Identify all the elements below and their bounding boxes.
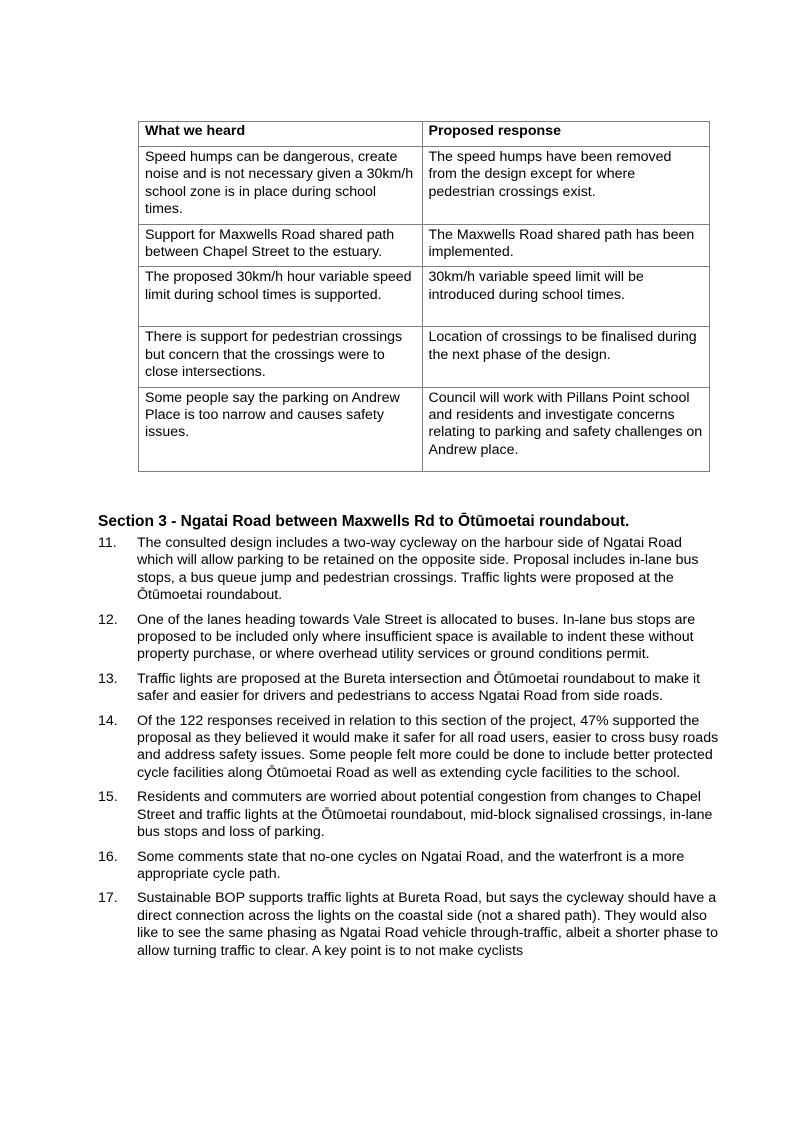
list-item xyxy=(98,789,722,841)
paragraph-number: 14. xyxy=(98,712,118,729)
heard-cell: There is support for pedestrian crossings but concern that the crossings were to close intersections. xyxy=(139,327,423,387)
paragraph-text: One of the lanes heading towards Vale Street is allocated to buses. In-lane bus stops are proposed to be included only where insufficient space is available to indent these without property purchase, or where overhead utility services or ground conditions permit. xyxy=(137,611,696,663)
heard-cell: Support for Maxwells Road shared path between Chapel Street to the estuary. xyxy=(139,224,423,267)
list-item xyxy=(98,713,722,783)
paragraph-text: The consulted design includes a two-way cycleway on the harbour side of Ngatai Road which will allow parking to be retained on the opposite side. Proposal includes in-lane bus stops, a bus queue jump and pedestrian crossings. Traffic lights were proposed at the Ōtūmoetai roundabout. xyxy=(137,535,699,604)
list-item xyxy=(98,890,722,960)
feedback-table xyxy=(138,121,710,472)
response-cell: Council will work with Pillans Point school and residents and investigate concerns relating to parking and safety challenges on Andrew place. xyxy=(422,387,710,471)
table-row xyxy=(139,327,710,387)
paragraph-text: Of the 122 responses received in relation to this section of the project, 47% supported the proposal as they believed it would make it safer for all road users, easier to cross busy roads and address safety issues. Some people felt more could be done to include better protected cycle facilities along Ōtūmoetai Road as well as extending cycle facilities to the school. xyxy=(137,712,719,781)
section-heading: Section 3 - Ngatai Road between Maxwells Rd to Ōtūmoetai roundabout. xyxy=(98,513,630,530)
heard-cell: Speed humps can be dangerous, create noise and is not necessary given a 30km/h school zone is in place during school times. xyxy=(139,147,423,225)
paragraph-number: 17. xyxy=(98,890,118,907)
list-item xyxy=(98,671,722,706)
paragraph-number: 12. xyxy=(98,611,118,628)
paragraph-text: Sustainable BOP supports traffic lights at Bureta Road, but says the cycleway should have a direct connection across the lights on the coastal side (not a shared path). They would also like to see the same phasing as Ngatai Road vehicle through-traffic, albeit a shorter phase to allow turning traffic to clear. A key point is to not make cyclists xyxy=(137,890,718,959)
response-cell: 30km/h variable speed limit will be introduced during school times. xyxy=(422,267,710,327)
table-row xyxy=(139,224,710,267)
heard-cell: Some people say the parking on Andrew Place is too narrow and causes safety issues. xyxy=(139,387,423,471)
table-row xyxy=(139,387,710,471)
header-proposed-response: Proposed response xyxy=(422,122,710,147)
numbered-paragraphs xyxy=(98,535,722,967)
paragraph-number: 13. xyxy=(98,670,118,687)
list-item xyxy=(98,535,722,605)
response-cell: Location of crossings to be finalised during the next phase of the design. xyxy=(422,327,710,387)
response-cell: The speed humps have been removed from the design except for where pedestrian crossings exist. xyxy=(422,147,710,225)
table-row xyxy=(139,147,710,225)
paragraph-number: 16. xyxy=(98,848,118,865)
paragraph-number: 15. xyxy=(98,789,118,806)
heard-cell: The proposed 30km/h hour variable speed limit during school times is supported. xyxy=(139,267,423,327)
paragraph-text: Residents and commuters are worried about potential congestion from changes to Chapel Street and traffic lights at the Ōtūmoetai roundabout, mid-block signalised crossings, in-lane bus stops and loss of parking. xyxy=(137,789,713,841)
paragraph-number: 11. xyxy=(98,535,117,551)
table-header-row xyxy=(139,122,710,147)
list-item xyxy=(98,612,722,664)
response-cell: The Maxwells Road shared path has been implemented. xyxy=(422,224,710,267)
paragraph-text: Some comments state that no-one cycles on Ngatai Road, and the waterfront is a more appropriate cycle path. xyxy=(137,848,685,882)
table-row xyxy=(139,267,710,327)
header-what-we-heard: What we heard xyxy=(139,122,423,147)
paragraph-text: Traffic lights are proposed at the Bureta intersection and Ōtūmoetai roundabout to make it safer and easier for drivers and pedestrians to access Ngatai Road from side roads. xyxy=(137,670,701,705)
list-item xyxy=(98,849,722,884)
